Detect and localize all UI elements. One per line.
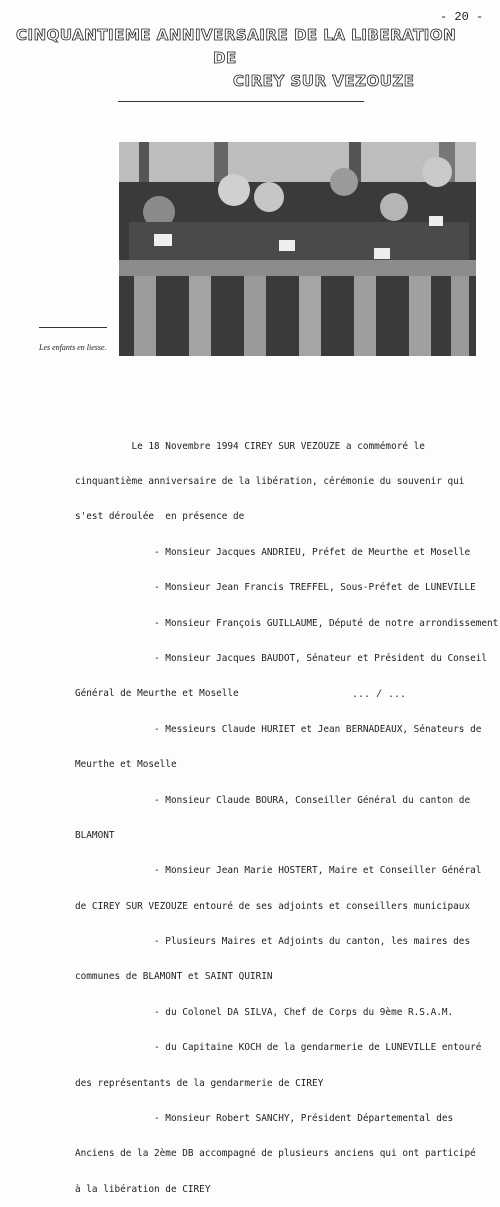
body-line: - Plusieurs Maires et Adjoints du canton, les maires des	[75, 936, 471, 948]
continuation-mark: ... / ...	[352, 690, 407, 701]
body-line: Général de Meurthe et Moselle	[75, 688, 239, 700]
body-text	[75, 417, 499, 1207]
body-line: Anciens de la 2ème DB accompagné de plusieurs anciens qui ont participé	[75, 1148, 476, 1160]
body-line: Meurthe et Moselle	[75, 759, 177, 771]
body-line: de CIREY SUR VEZOUZE entouré de ses adjoints et conseillers municipaux	[75, 900, 471, 912]
body-line: - Monsieur Jacques ANDRIEU, Préfet de Meurthe et Moselle	[75, 546, 471, 558]
page-number: - 20 -	[440, 10, 484, 24]
body-line: - du Capitaine KOCH de la gendarmerie de LUNEVILLE entouré	[75, 1042, 482, 1054]
body-line: - Monsieur Jacques BAUDOT, Sénateur et Président du Conseil	[75, 652, 488, 664]
body-line: communes de BLAMONT et SAINT QUIRIN	[75, 971, 273, 983]
body-line: - du Colonel DA SILVA, Chef de Corps du 9ème R.S.A.M.	[75, 1006, 454, 1018]
body-line: - Monsieur Robert SANCHY, Président Départemental des	[75, 1113, 454, 1125]
body-line: - Messieurs Claude HURIET et Jean BERNADEAUX, Sénateurs de	[75, 723, 482, 735]
body-line: - Monsieur François GUILLAUME, Député de notre arrondissement	[75, 617, 499, 629]
title-line-1: CINQUANTIEME ANNIVERSAIRE DE LA LIBERATION	[16, 26, 457, 44]
body-line: - Monsieur Jean Marie HOSTERT, Maire et Conseiller Général	[75, 865, 482, 877]
body-line: cinquantième anniversaire de la libération, cérémonie du souvenir qui	[75, 475, 465, 487]
body-line: des représentants de la gendarmerie de CIREY	[75, 1077, 324, 1089]
body-line: - Monsieur Jean Francis TREFFEL, Sous-Préfet de LUNEVILLE	[75, 582, 476, 594]
body-line: Le 18 Novembre 1994 CIREY SUR VEZOUZE a commémoré le	[75, 440, 425, 452]
photo-caption: Les enfants en liesse.	[39, 343, 107, 352]
body-line: - Monsieur Claude BOURA, Conseiller Général du canton de	[75, 794, 471, 806]
title-underline	[118, 101, 364, 102]
body-line: s'est déroulée en présence de	[75, 511, 245, 523]
title-line-3: CIREY SUR VEZOUZE	[233, 72, 415, 90]
body-line: à la libération de CIREY	[75, 1183, 211, 1195]
title-line-2: DE	[213, 49, 237, 67]
children-photo	[119, 142, 476, 356]
body-line: BLAMONT	[75, 829, 115, 841]
caption-rule	[39, 327, 107, 328]
